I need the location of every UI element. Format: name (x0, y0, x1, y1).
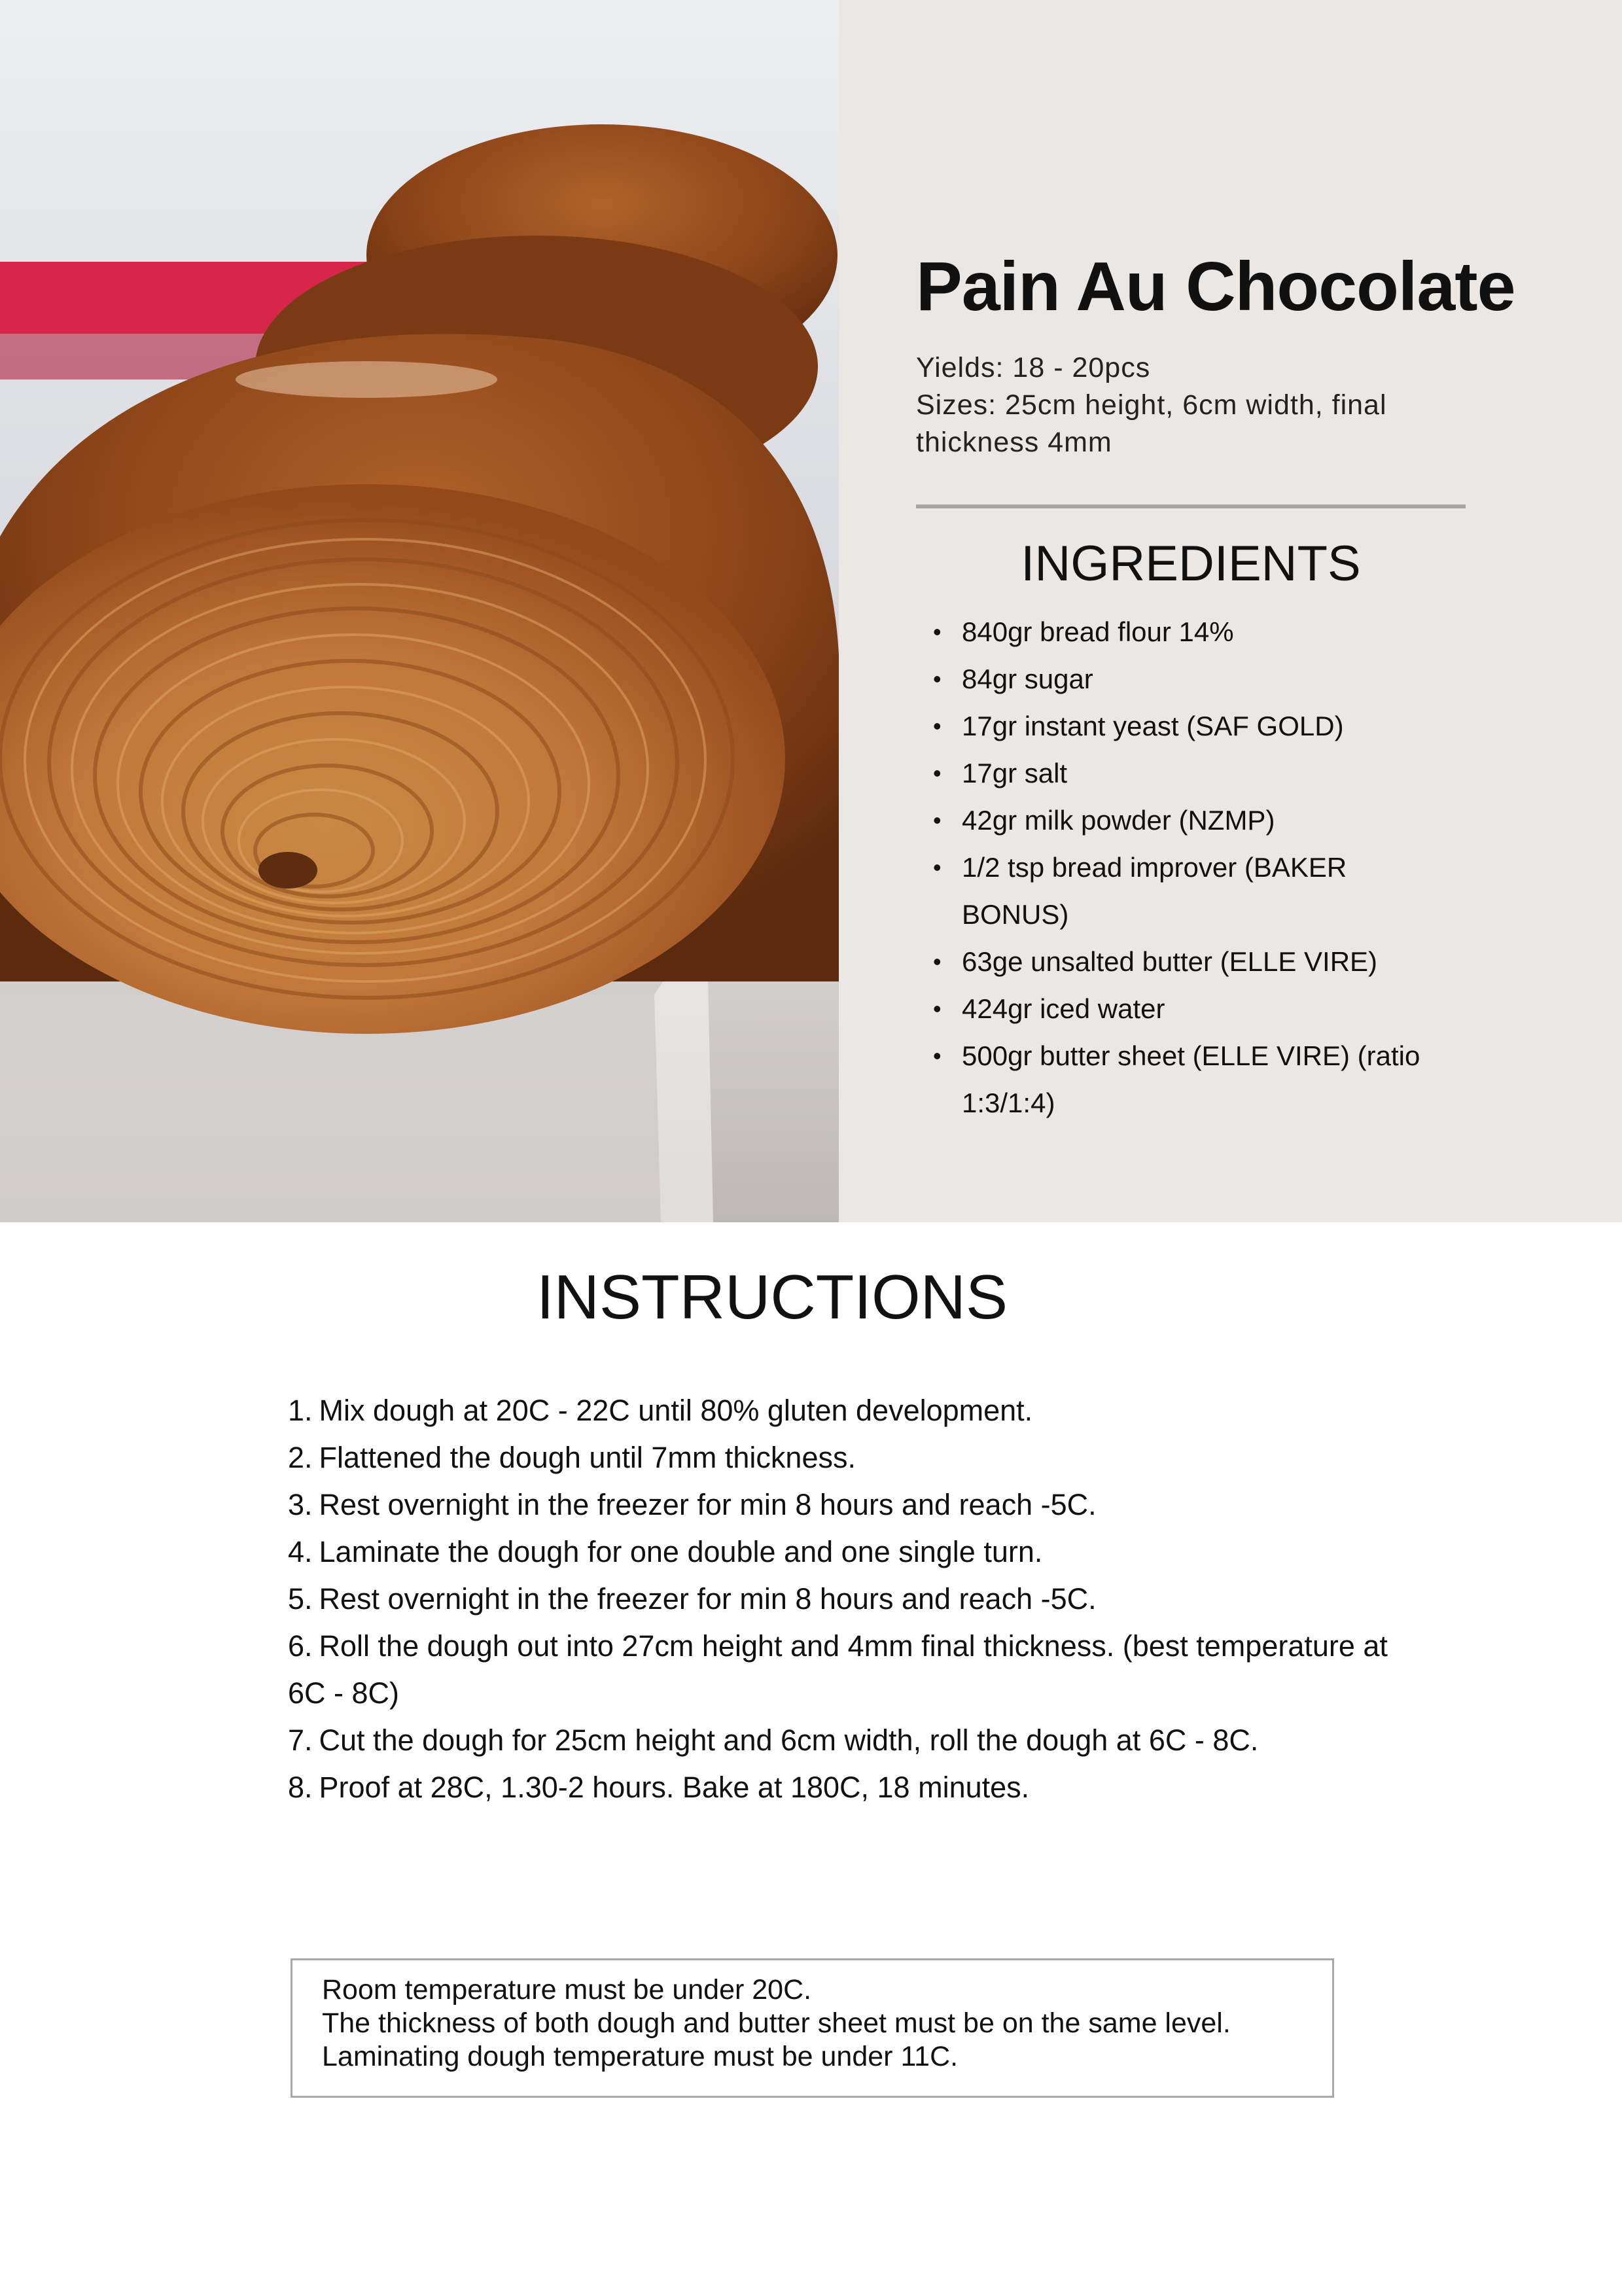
ingredient-item: • 17gr salt (962, 750, 1459, 797)
note-line: Laminating dough temperature must be under 11C. (322, 2041, 959, 2072)
step-number: 6. (288, 1629, 313, 1663)
step-number: 8. (288, 1771, 313, 1804)
ingredient-item: • 1/2 tsp bread improver (BAKER BONUS) (962, 844, 1459, 938)
recipe-title: Pain Au Chocolate (916, 248, 1515, 325)
instructions-heading: INSTRUCTIONS (537, 1262, 1008, 1332)
recipe-meta (916, 349, 1505, 461)
ingredient-item: • 63ge unsalted butter (ELLE VIRE) (962, 938, 1459, 985)
instruction-step (288, 1623, 1413, 1717)
step-text: Roll the dough out into 27cm height and 4mm final thickness. (best temperature at 6C - 8C) (288, 1629, 1388, 1710)
step-text: Rest overnight in the freezer for min 8 hours and reach -5C. (319, 1488, 1097, 1521)
instruction-step (288, 1576, 1413, 1623)
pastry-photo (0, 0, 839, 1222)
sizes-text: Sizes: 25cm height, 6cm width, final thickness 4mm (916, 389, 1387, 458)
instruction-step (288, 1481, 1413, 1528)
instruction-step (288, 1528, 1413, 1576)
step-text: Mix dough at 20C - 22C until 80% gluten development. (319, 1394, 1033, 1427)
step-number: 2. (288, 1441, 313, 1474)
ingredient-item: • 500gr butter sheet (ELLE VIRE) (ratio 1:3/1:4) (962, 1033, 1459, 1127)
ingredient-item: • 17gr instant yeast (SAF GOLD) (962, 703, 1459, 750)
section-divider (916, 504, 1466, 508)
ingredient-item: • 424gr iced water (962, 985, 1459, 1033)
instruction-step (288, 1717, 1413, 1764)
ingredient-item: • 84gr sugar (962, 656, 1459, 703)
step-text: Laminate the dough for one double and one single turn. (319, 1535, 1043, 1568)
step-text: Proof at 28C, 1.30-2 hours. Bake at 180C, 18 minutes. (319, 1771, 1030, 1804)
instruction-step (288, 1387, 1413, 1434)
yields-text: Yields: 18 - 20pcs (916, 352, 1151, 383)
step-number: 4. (288, 1535, 313, 1568)
ingredient-item: • 840gr bread flour 14% (962, 609, 1459, 656)
recipe-info-panel (839, 0, 1622, 1222)
note-line: Room temperature must be under 20C. (322, 1974, 812, 2005)
ingredient-item: • 42gr milk powder (NZMP) (962, 797, 1459, 844)
step-text: Cut the dough for 25cm height and 6cm width, roll the dough at 6C - 8C. (319, 1723, 1259, 1757)
ingredients-list (962, 609, 1459, 1127)
step-number: 3. (288, 1488, 313, 1521)
step-text: Flattened the dough until 7mm thickness. (319, 1441, 856, 1474)
step-text: Rest overnight in the freezer for min 8 hours and reach -5C. (319, 1582, 1097, 1616)
step-number: 5. (288, 1582, 313, 1616)
notes-box (291, 1958, 1334, 2098)
instruction-step (288, 1434, 1413, 1481)
step-number: 7. (288, 1723, 313, 1757)
note-line: The thickness of both dough and butter sheet must be on the same level. (322, 2007, 1231, 2039)
ingredients-heading: INGREDIENTS (1021, 536, 1361, 592)
pain-au-chocolat-illustration (0, 0, 839, 1222)
instruction-step (288, 1764, 1413, 1811)
instructions-list (288, 1387, 1413, 1811)
step-number: 1. (288, 1394, 313, 1427)
